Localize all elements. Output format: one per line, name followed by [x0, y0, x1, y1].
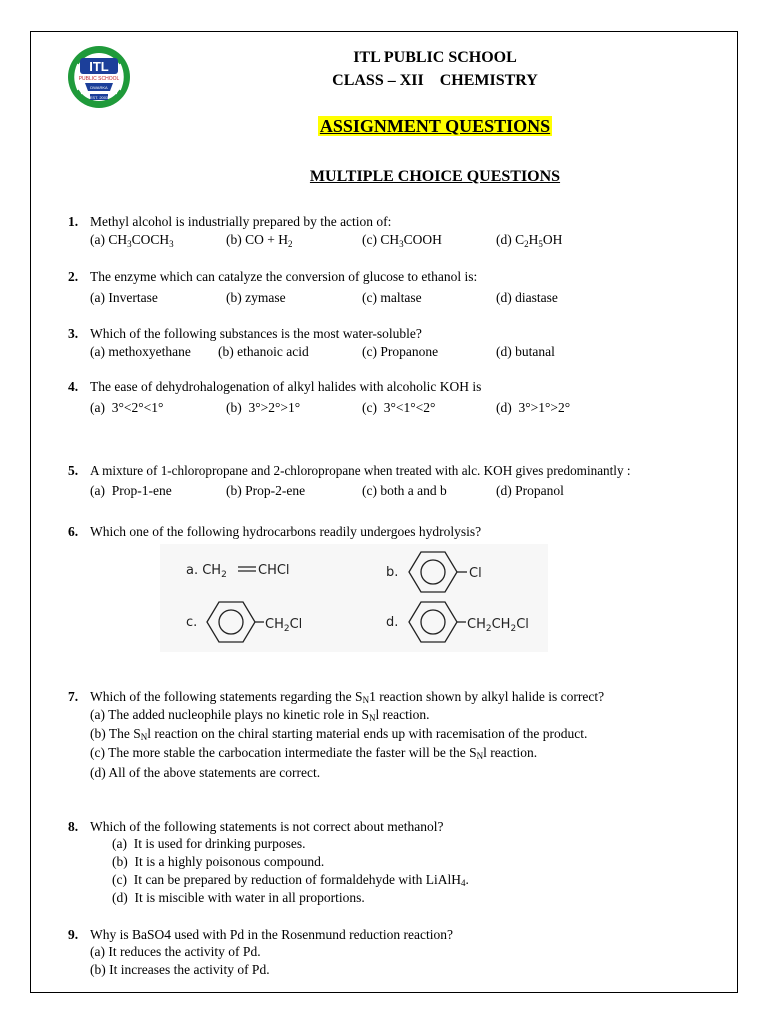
svg-text:c.: c.: [186, 615, 198, 630]
option-b: (b) CO + $H_2$: [226, 232, 293, 249]
option-a: (a) It reduces the activity of Pd.: [90, 944, 261, 959]
option-b: (b) Prop-2-ene: [226, 483, 306, 498]
option-a: (a) It is used for drinking purposes.: [112, 836, 306, 851]
question-number: 9.: [68, 927, 79, 942]
svg-text:CH2Cl: $CH_2Cl$: [265, 617, 303, 634]
option-d: (d) Propanol: [496, 483, 564, 498]
option-a: (a) Prop-1-ene: [90, 483, 172, 498]
option-d: (d) It is miscible with water in all proportions.: [112, 890, 365, 905]
option-b: (b) The SNl reaction on the chiral starting material ends up with racemisation of the product.: [90, 726, 588, 742]
logo-text-top: ITL: [89, 59, 109, 74]
question-text: Which of the following statements is not correct about methanol?: [90, 819, 444, 834]
question-number: 1.: [68, 214, 79, 229]
option-a: (a) $CH_3COCH_3$: [90, 232, 174, 249]
assignment-heading: ASSIGNMENT QUESTIONS: [319, 116, 551, 136]
question-text: The ease of dehydrohalogenation of alkyl halides with alcoholic KOH is: [90, 379, 482, 394]
option-a: (a) 3°<2°<1°: [90, 400, 164, 415]
question-number: 6.: [68, 524, 79, 539]
option-d: (d) $C_2H_5OH$: [496, 232, 563, 249]
school-name: ITL PUBLIC SCHOOL: [353, 49, 517, 66]
hydrocarbon-structures: [160, 544, 548, 652]
option-c: (c) 3°<1°<2°: [362, 400, 436, 415]
question-number: 4.: [68, 379, 79, 394]
section-heading: MULTIPLE CHOICE QUESTIONS: [309, 168, 561, 185]
option-d: (d) All of the above statements are correct.: [90, 765, 321, 780]
svg-text:CHCl: CHCl: [258, 563, 290, 578]
option-b: (b) It is a highly poisonous compound.: [112, 854, 325, 869]
svg-text:a. CH2: a. $CH_2$: [186, 563, 227, 580]
svg-text:Cl: Cl: [469, 566, 482, 581]
option-a: (a) The added nucleophile plays no kinetic role in SNl reaction.: [90, 707, 430, 723]
school-logo: [66, 44, 132, 110]
option-c: (c) both a and b: [362, 483, 447, 498]
assignment-heading-wrap: [250, 116, 620, 137]
question-number: 2.: [68, 269, 79, 284]
option-d: (d) butanal: [496, 344, 555, 359]
logo-text-est: EST. 2003: [89, 95, 109, 100]
question-text: A mixture of 1-chloropropane and 2-chloropropane when treated with alc. KOH gives predominantly :: [90, 463, 631, 478]
question-number: 5.: [68, 463, 79, 478]
option-d: (d) diastase: [496, 290, 558, 305]
option-c: (c) It can be prepared by reduction of formaldehyde with LiAlH4.: [112, 872, 469, 888]
option-a: (a) Invertase: [90, 290, 158, 305]
svg-text:b.: b.: [386, 565, 399, 580]
svg-text:CH2CH2Cl: $CH_2CH_2Cl$: [467, 617, 529, 634]
question-text: Which of the following statements regarding the SN1 reaction shown by alkyl halide is correct?: [90, 689, 605, 705]
question-text: Methyl alcohol is industrially prepared by the action of:: [90, 214, 392, 229]
svg-text:d.: d.: [386, 615, 399, 630]
question-text: Which of the following substances is the most water-soluble?: [90, 326, 422, 341]
option-b: (b) ethanoic acid: [218, 344, 309, 359]
question-number: 3.: [68, 326, 79, 341]
section-heading-wrap: [250, 168, 620, 186]
option-d: (d) 3°>1°>2°: [496, 400, 571, 415]
question-text: The enzyme which can catalyze the conversion of glucose to ethanol is:: [90, 269, 478, 284]
class-line: CLASS – XII CHEMISTRY: [332, 72, 538, 89]
option-c: (c) Propanone: [362, 344, 439, 359]
question-number: 8.: [68, 819, 79, 834]
question-text: Which one of the following hydrocarbons readily undergoes hydrolysis?: [90, 524, 482, 539]
logo-text-bottom: DWARKA: [90, 85, 108, 90]
option-c: (c) The more stable the carbocation intermediate the faster will be the SNl reaction.: [90, 745, 538, 761]
question-text: Why is BaSO4 used with Pd in the Rosenmund reduction reaction?: [90, 927, 453, 942]
option-a: (a) methoxyethane: [90, 344, 191, 359]
option-b: (b) It increases the activity of Pd.: [90, 962, 270, 977]
option-c: (c) maltase: [362, 290, 422, 305]
option-b: (b) 3°>2°>1°: [226, 400, 301, 415]
question-number: 7.: [68, 689, 79, 704]
option-b: (b) zymase: [226, 290, 286, 305]
option-c: (c) $CH_3COOH$: [362, 232, 442, 249]
logo-text-middle: PUBLIC SCHOOL: [78, 76, 120, 82]
